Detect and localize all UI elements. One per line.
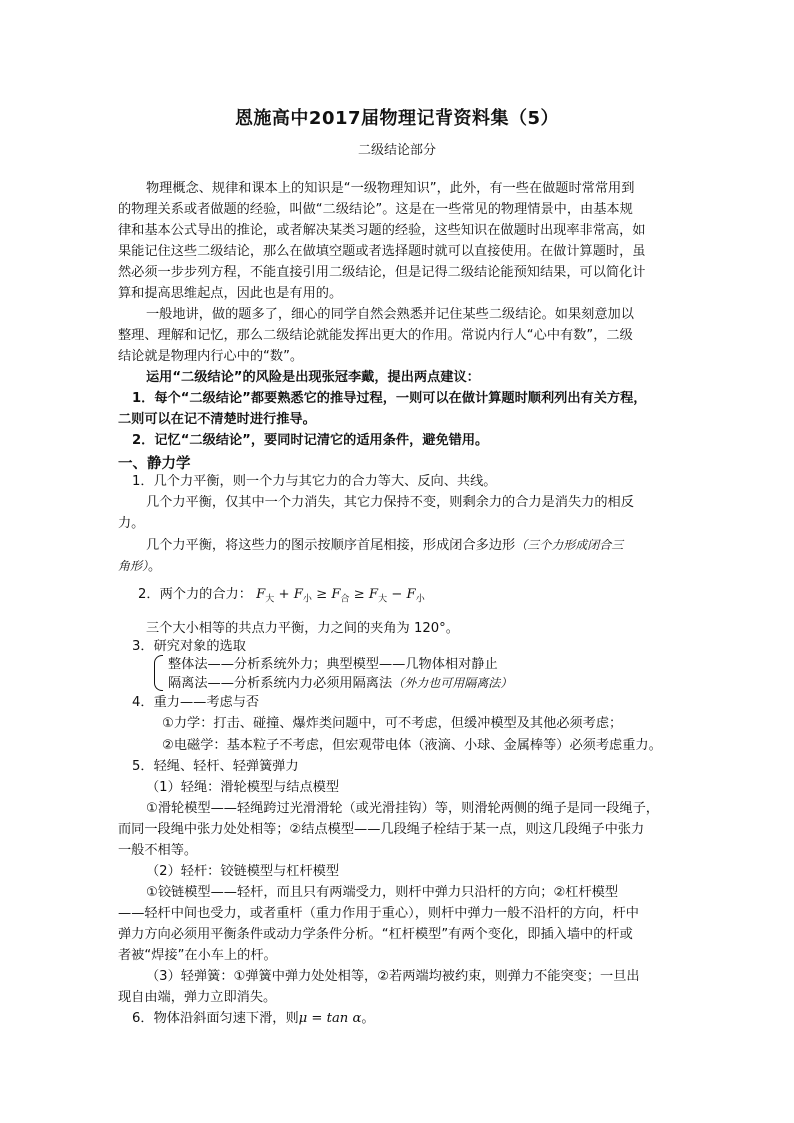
item-5-3-line: （3）轻弹簧：①弹簧中弹力处处相等，②若两端均被约束，则弹力不能突变；一旦出 bbox=[146, 969, 640, 984]
page-subtitle: 二级结论部分 bbox=[357, 143, 436, 158]
item-5-2a-line: 弹力方向必须用平衡条件或动力学条件分析。“杠杆模型”有两个变化，即插入墙中的杆或 bbox=[118, 927, 633, 942]
item-1c-note: 角形） bbox=[118, 559, 149, 573]
item-1c-text: 几个力平衡，将这些力的图示按顺序首尾相接，形成闭合多边形 bbox=[146, 538, 516, 553]
page-title: 恩施高中2017届物理记背资料集（5） bbox=[234, 108, 560, 129]
brace-symbol bbox=[154, 655, 163, 691]
item-2-label: 2．两个力的合力： bbox=[138, 587, 252, 602]
item-6-label: 6．物体沿斜面匀速下滑，则 bbox=[132, 1011, 299, 1026]
item-5: 5．轻绳、轻杆、轻弹簧弹力 bbox=[132, 759, 299, 774]
item-5-1: （1）轻绳：滑轮模型与结点模型 bbox=[146, 780, 340, 795]
item-6-end: 。 bbox=[361, 1011, 375, 1026]
item-4a: ①力学：打击、碰撞、爆炸类问题中，可不考虑，但缓冲模型及其他必须考虑； bbox=[162, 716, 623, 731]
item-3b-line bbox=[168, 674, 728, 693]
item-2 bbox=[138, 585, 425, 610]
advice-2: 2．记忆“二级结论”，要同时记清它的适用条件，避免错用。 bbox=[132, 433, 489, 448]
item-4b: ②电磁学：基本粒子不考虑，但宏观带电体（液滴、小球、金属棒等）必须考虑重力。 bbox=[162, 738, 662, 753]
advice-1-line: 1．每个“二级结论”都要熟悉它的推导过程，一则可以在做计算题时顺利列出有关方程， bbox=[132, 391, 647, 406]
force-formula: $F_大 + F_小 \ge F_合 \ge F_大 - F_小$ bbox=[256, 587, 425, 605]
item-5-1a-line: 一般不相等。 bbox=[118, 843, 198, 858]
item-5-2a-line: ①铰链模型——轻杆，而且只有两端受力，则杆中弹力只沿杆的方向；②杠杆模型 bbox=[146, 885, 619, 900]
intro-line: 律和基本公式导出的推论，或者解决某类习题的经验，这些知识在做题时出现率非常高，如 bbox=[118, 223, 646, 238]
advice-intro: 运用“二级结论”的风险是出现张冠李戴，提出两点建议： bbox=[146, 370, 480, 385]
item-1c-end: 。 bbox=[148, 559, 162, 574]
item-1c-note: （三个力形成闭合三 bbox=[515, 538, 624, 552]
intro-line: 算和提高思维起点，因此也是有用的。 bbox=[118, 286, 343, 301]
item-6-formula: μ = tan α bbox=[298, 1011, 362, 1026]
para2-line: 结论就是物理内行心中的“数”。 bbox=[118, 349, 304, 364]
advice-1-line: 二则可以在记不清楚时进行推导。 bbox=[118, 412, 316, 427]
intro-line: 的物理关系或者做题的经验，叫做“二级结论”。这是在一些常见的物理情景中，由基本规 bbox=[118, 202, 633, 217]
item-6 bbox=[132, 1010, 692, 1028]
section-heading-statics: 一、静力学 bbox=[118, 456, 191, 472]
item-1: 1．几个力平衡，则一个力与其它力的合力等大、反向、共线。 bbox=[132, 474, 497, 489]
item-3b-note: （外力也可用隔离法） bbox=[392, 676, 513, 690]
intro-line: 然必须一步步列方程，不能直接引用二级结论，但是记得二级结论能预知结果，可以简化计 bbox=[118, 265, 646, 280]
intro-line: 果能记住这些二级结论，那么在做填空题或者选择题时就可以直接使用。在做计算题时，虽 bbox=[118, 244, 646, 259]
item-2b: 三个大小相等的共点力平衡，力之间的夹角为 120°。 bbox=[146, 621, 459, 636]
item-3: 3．研究对象的选取 bbox=[132, 639, 246, 654]
item-3b-text: 隔离法——分析系统内力必须用隔离法 bbox=[168, 676, 393, 691]
item-1c-line bbox=[146, 536, 706, 555]
para2-line: 一般地讲，做的题多了，细心的同学自然会熟悉并记住某些二级结论。如果刻意加以 bbox=[146, 307, 634, 322]
item-4: 4．重力——考虑与否 bbox=[132, 695, 260, 710]
item-5-2a-line: 者被“焊接”在小车上的杆。 bbox=[118, 948, 277, 963]
item-5-1a-line: 而同一段绳中张力处处相等；②结点模型——几段绳子栓结于某一点，则这几段绳子中张力 bbox=[118, 822, 645, 837]
item-1b-line: 力。 bbox=[118, 516, 145, 531]
item-1b-line: 几个力平衡，仅其中一个力消失，其它力保持不变，则剩余力的合力是消失力的相反 bbox=[146, 495, 634, 510]
item-5-1a-line: ①滑轮模型——轻绳跨过光滑滑轮（或光滑挂钩）等，则滑轮两侧的绳子是同一段绳子， bbox=[146, 801, 659, 816]
item-3a: 整体法——分析系统外力；典型模型——几物体相对静止 bbox=[168, 657, 498, 672]
item-5-2: （2）轻杆：铰链模型与杠杆模型 bbox=[146, 864, 340, 879]
item-5-3-line: 现自由端，弹力立即消失。 bbox=[118, 990, 277, 1005]
item-5-2a-line: ——轻杆中间也受力，或者重杆（重力作用于重心），则杆中弹力一般不沿杆的方向，杆中 bbox=[118, 906, 639, 921]
item-1c-line bbox=[118, 557, 678, 576]
intro-line: 物理概念、规律和课本上的知识是“一级物理知识”，此外，有一些在做题时常常用到 bbox=[146, 181, 635, 196]
para2-line: 整理、理解和记忆，那么二级结论就能发挥出更大的作用。常说内行人“心中有数”，二级 bbox=[118, 328, 633, 343]
